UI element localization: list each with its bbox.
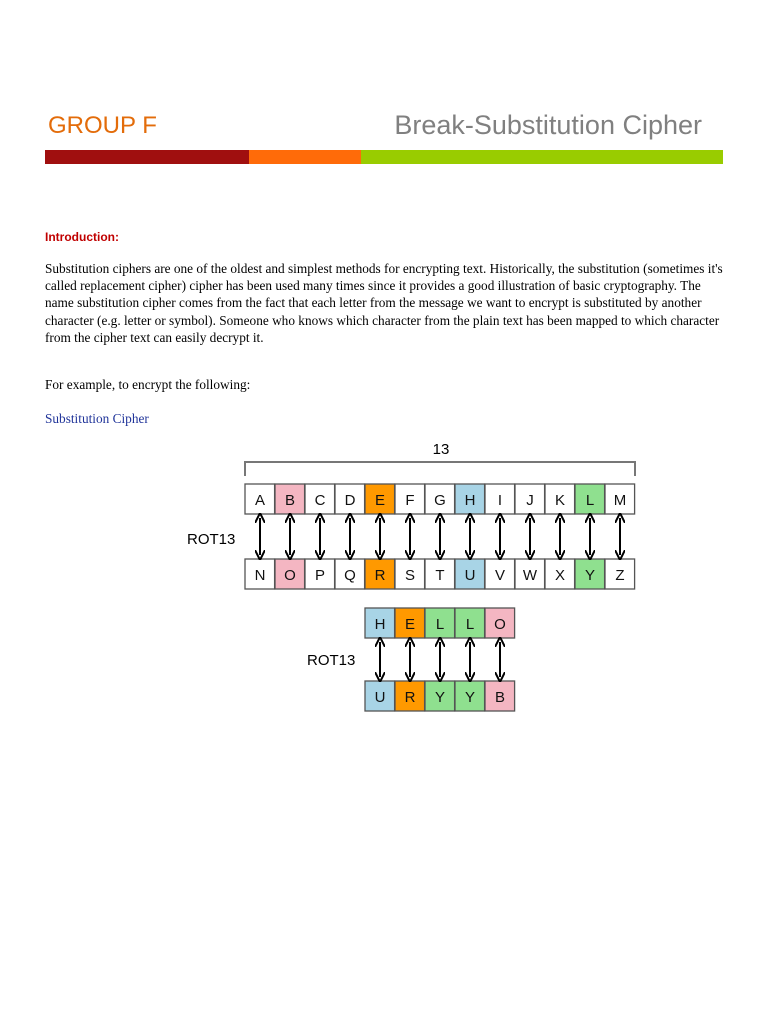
top-letter-i: I: [497, 492, 503, 509]
intro-heading: Introduction:: [45, 230, 119, 244]
example-text: For example, to encrypt the following:: [45, 377, 251, 392]
cipher-letter-5: B: [494, 689, 506, 706]
top-letter-l: L: [585, 492, 595, 509]
bottom-letter-z: Z: [615, 567, 625, 584]
top-letter-e: E: [374, 492, 386, 509]
bottom-letter-x: X: [554, 567, 566, 584]
rot13-arrows: [260, 518, 620, 555]
bottom-letter-q: Q: [344, 567, 356, 584]
header-bar-orange: [249, 150, 361, 164]
cipher-letter-3: Y: [434, 689, 446, 706]
top-letter-c: C: [314, 492, 326, 509]
plain-word-row: [365, 608, 515, 638]
plain-letter-5: O: [494, 616, 506, 633]
bottom-letter-s: S: [404, 567, 416, 584]
shift-label: 13: [432, 441, 450, 458]
bottom-letter-y: Y: [584, 567, 596, 584]
top-letter-g: G: [434, 492, 446, 509]
cipher-word-row: [365, 681, 515, 711]
rot13-label: ROT13: [187, 531, 236, 548]
top-letter-k: K: [554, 492, 566, 509]
bottom-letter-v: V: [494, 567, 506, 584]
group-label: GROUP F: [48, 112, 157, 139]
rot13-diagram: [185, 436, 645, 721]
bottom-letter-r: R: [374, 567, 386, 584]
top-letter-f: F: [405, 492, 415, 509]
bottom-letter-n: N: [254, 567, 266, 584]
cipher-letter-2: R: [404, 689, 416, 706]
header-bar-red: [45, 150, 249, 164]
plain-letter-2: E: [404, 616, 416, 633]
header-bar-green: [361, 150, 723, 164]
top-letter-h: H: [464, 492, 476, 509]
intro-paragraph: Substitution ciphers are one of the oldest and simplest methods for encrypting text. Historically, the substitution (sometimes it's called replacement cipher) cipher has been used many times since it provides a good illustration of basic cryptography. The name substitution cipher comes from the fact that each letter from the message we want to encrypt is substituted by another character (e.g. letter or symbol). Someone who knows which character from the plain text has been mapped to which character from the cipher text can easily decrypt it.: [45, 261, 723, 345]
bottom-letter-row: [245, 559, 635, 589]
top-letter-m: M: [613, 492, 627, 509]
word-arrows: [380, 642, 500, 677]
shift-bracket: [245, 462, 635, 476]
bottom-letter-o: O: [284, 567, 296, 584]
top-letter-a: A: [254, 492, 266, 509]
bottom-letter-t: T: [435, 567, 445, 584]
diagram-caption: Substitution Cipher: [45, 411, 149, 426]
bottom-letter-w: W: [522, 567, 538, 584]
rot13-label-word: ROT13: [307, 652, 356, 669]
bottom-letter-p: P: [314, 567, 326, 584]
cipher-letter-1: U: [374, 689, 386, 706]
page-title: Break-Substitution Cipher: [394, 110, 702, 140]
top-letter-j: J: [526, 492, 534, 509]
bottom-letter-u: U: [464, 567, 476, 584]
plain-letter-4: L: [465, 616, 475, 633]
plain-letter-1: H: [374, 616, 386, 633]
rot13-diagram-svg: [185, 436, 645, 716]
top-letter-d: D: [344, 492, 356, 509]
cipher-letter-4: Y: [464, 689, 476, 706]
top-letter-row: [245, 484, 635, 514]
top-letter-b: B: [284, 492, 296, 509]
plain-letter-3: L: [435, 616, 445, 633]
